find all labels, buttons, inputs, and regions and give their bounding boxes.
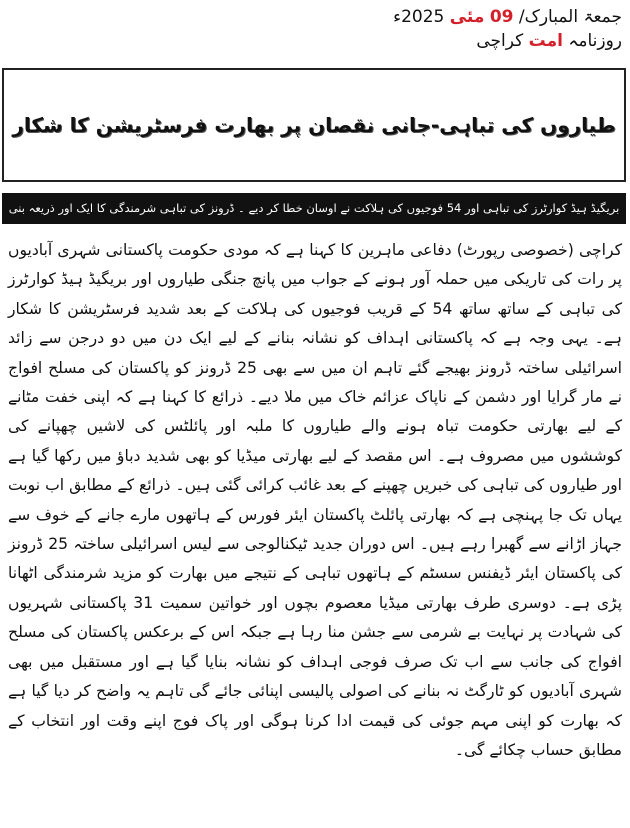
article-body: کراچی (خصوصی رپورٹ) دفاعی ماہرین کا کہنا ہے کہ مودی حکومت پاکستانی شہری آبادیوں پر رات کی تاریکی میں حملہ آور ہونے کے جواب میں پانچ جنگی طیاروں اور بریگیڈ ہیڈ کوارٹرز کی تباہی کے ساتھ ساتھ 54 کے قریب فوجیوں کی ہلاکت کے بعد شدید فرسٹریشن کا شکار ہے۔ یہی وجہ ہے کہ پاکستانی اہداف کو نشانہ بنانے کے لیے ایک دن میں دو درجن سے زائد اسرائیلی ساختہ ڈرونز بھیجے گئے تاہم ان میں سے بھی 25 ڈرونز کو پاکستان کی مسلح افواج نے مار گرایا اور دشمن کے ناپاک عزائم خاک میں ملا دیے۔ ذرائع کا کہنا ہے کہ اپنی خفت مٹانے کے لیے بھارتی حکومت تباہ ہونے والے طیاروں کا ملبہ اور پائلٹس کی لاشیں چھپانے کی کوششوں میں مصروف ہے۔ اس مقصد کے لیے بھارتی میڈیا کو بھی شدید دباؤ میں رکھا گیا ہے اور طیاروں کی تباہی کی خبریں چھپنے کے بعد غائب کرائی گئی ہیں۔ ذرائع کے مطابق اب نوبت یہاں تک جا پہنچی ہے کہ بھارتی پائلٹ پاکستان ایئر فورس کے ہاتھوں مارے جانے کے خوف سے جہاز اڑانے سے گھبرا رہے ہیں۔ اس دوران جدید ٹیکنالوجی سے لیس اسرائیلی ساختہ 25 ڈرونز کی پاکستان ایئر ڈیفنس سسٹم کے ہاتھوں تباہی کے نتیجے میں بھارت کو مزید شرمندگی اٹھانا پڑی ہے۔ دوسری طرف بھارتی میڈیا معصوم بچوں اور خواتین سمیت 31 پاکستانی شہریوں کی شہادت پر نہایت بے شرمی سے جشن منا رہا ہے جبکہ اس کے برعکس پاکستان کی مسلح افواج کی جانب سے اب تک صرف فوجی اہداف کو نشانہ بنایا گیا ہے اور مستقبل میں بھی شہری آبادیوں کو ٹارگٹ نہ بنانے کی اصولی پالیسی اپنائی جائے گی تاہم یہ واضح کر دیا گیا ہے کہ بھارت کو اپنی مہم جوئی کی قیمت ادا کرنا ہوگی اور پاک فوج اپنے وقت اور انتخاب کے مطابق حساب چکائے گی۔	[8, 241, 623, 759]
dateline-date-row	[362, 6, 622, 28]
paper-name: امت	[528, 31, 563, 51]
date-day: 09	[489, 7, 514, 27]
paper-city: کراچی	[476, 31, 524, 51]
weekday: جمعۃ المبارک/	[518, 7, 622, 27]
paper-prefix: روزنامہ	[568, 31, 622, 51]
dateline	[362, 6, 622, 52]
date-year: 2025ء	[393, 7, 445, 27]
headline-box	[2, 68, 626, 182]
date-month: مئی	[449, 7, 485, 27]
dateline-paper-row	[362, 30, 622, 52]
subheadline-bar: بریگیڈ ہیڈ کوارٹرز کی تباہی اور 54 فوجیوں کی ہلاکت نے اوسان خطا کر دیے ۔ ڈرونز کی تباہی شرمندگی کا ایک اور ذریعہ بنی	[2, 193, 626, 224]
headline: طیاروں کی تباہی-جانی نقصان پر بھارت فرسٹریشن کا شکار	[12, 113, 616, 137]
